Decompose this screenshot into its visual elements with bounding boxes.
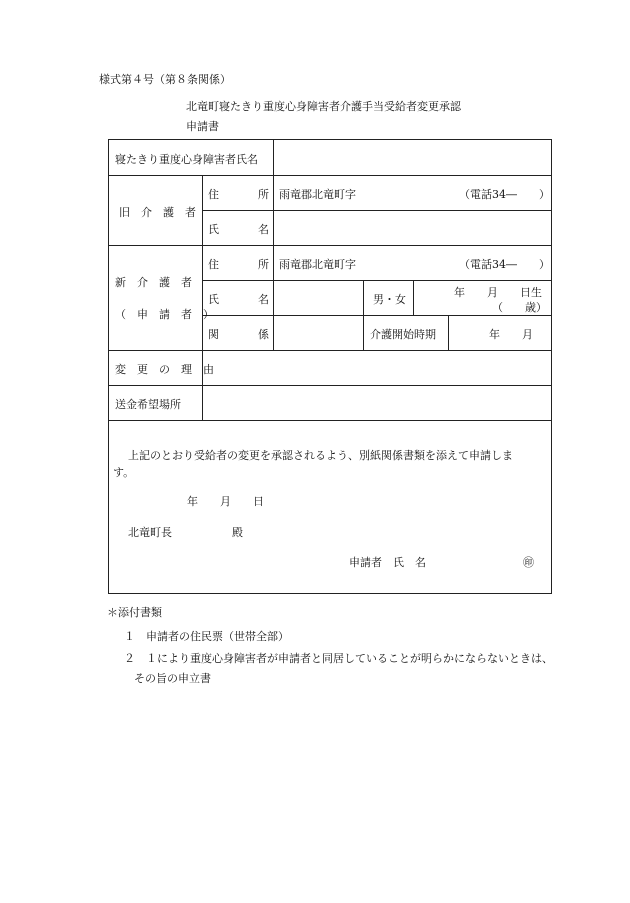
row-divider: [202, 280, 551, 281]
row-divider: [202, 210, 551, 211]
age-field[interactable]: （ 歳）: [492, 301, 547, 314]
row-divider: [109, 385, 551, 386]
column-divider: [273, 140, 274, 175]
attachments-heading: ＊添付書類: [107, 606, 162, 619]
sex-select[interactable]: 男・女: [373, 293, 406, 306]
application-form-table: [108, 139, 552, 594]
old-phone-field[interactable]: （電話34― ）: [459, 188, 550, 201]
row-divider: [109, 175, 551, 176]
new-caregiver-label: 新 介 護 者: [115, 276, 192, 289]
form-number: 様式第４号（第８条関係）: [99, 73, 231, 86]
new-name-field[interactable]: [277, 284, 359, 312]
birth-date-field[interactable]: 年 月 日生: [454, 286, 542, 299]
declaration-text-cont: す。: [113, 466, 135, 479]
remittance-field[interactable]: [207, 389, 547, 417]
declaration-text: 上記のとおり受給者の変更を承認されるよう、別紙関係書類を添えて申請しま: [128, 449, 513, 462]
change-reason-field[interactable]: [207, 354, 547, 382]
new-phone-field[interactable]: （電話34― ）: [459, 258, 550, 271]
form-title: 北竜町寝たきり重度心身障害者介護手当受給者変更承認: [186, 100, 461, 113]
form-title-suffix: 申請書: [186, 120, 219, 133]
new-name-label-a: 氏: [208, 293, 219, 306]
column-divider: [363, 280, 364, 350]
disabled-person-name-field[interactable]: [277, 144, 547, 172]
disabled-person-name-label: 寝たきり重度心身障害者氏名: [115, 153, 258, 166]
applicant-label: （ 申 請 者 ）: [115, 308, 214, 321]
row-divider: [109, 350, 551, 351]
old-name-label-b: 名: [258, 223, 269, 236]
old-name-field[interactable]: [277, 214, 547, 242]
relation-label-a: 関: [208, 328, 219, 341]
application-date[interactable]: 年 月 日: [187, 495, 264, 508]
relation-field[interactable]: [277, 319, 359, 347]
column-divider: [202, 175, 203, 420]
old-caregiver-label: 旧 介 護 者: [119, 206, 196, 219]
old-address-field[interactable]: 雨竜郡北竜町字: [279, 188, 356, 201]
attachment-item: ２ １により重度心身障害者が申請者と同居していることが明らかにならないときは、: [124, 652, 553, 665]
column-divider: [448, 315, 449, 350]
relation-label-b: 係: [258, 328, 269, 341]
row-divider: [109, 420, 551, 421]
attachment-item: １ 申請者の住民票（世帯全部）: [124, 630, 289, 643]
addressee: 北竜町長: [128, 526, 172, 539]
remittance-label: 送金希望場所: [115, 398, 181, 411]
old-address-label-b: 所: [258, 188, 269, 201]
column-divider: [273, 175, 274, 350]
applicant-name-field[interactable]: [435, 549, 515, 571]
change-reason-label: 変 更 の 理 由: [115, 363, 214, 376]
row-divider: [109, 245, 551, 246]
column-divider: [413, 280, 414, 315]
new-address-label-a: 住: [208, 258, 219, 271]
row-divider: [202, 315, 551, 316]
attachment-item-cont: その旨の申立書: [134, 672, 211, 685]
new-address-label-b: 所: [258, 258, 269, 271]
new-address-field[interactable]: 雨竜郡北竜町字: [279, 258, 356, 271]
care-start-label: 介護開始時期: [370, 328, 436, 341]
old-address-label-a: 住: [208, 188, 219, 201]
honorific: 殿: [232, 526, 243, 539]
care-start-field[interactable]: 年 月: [489, 328, 533, 341]
seal-mark: ㊞: [523, 556, 534, 569]
new-name-label-b: 名: [258, 293, 269, 306]
old-name-label-a: 氏: [208, 223, 219, 236]
applicant-name-label: 申請者 氏 名: [349, 556, 426, 569]
